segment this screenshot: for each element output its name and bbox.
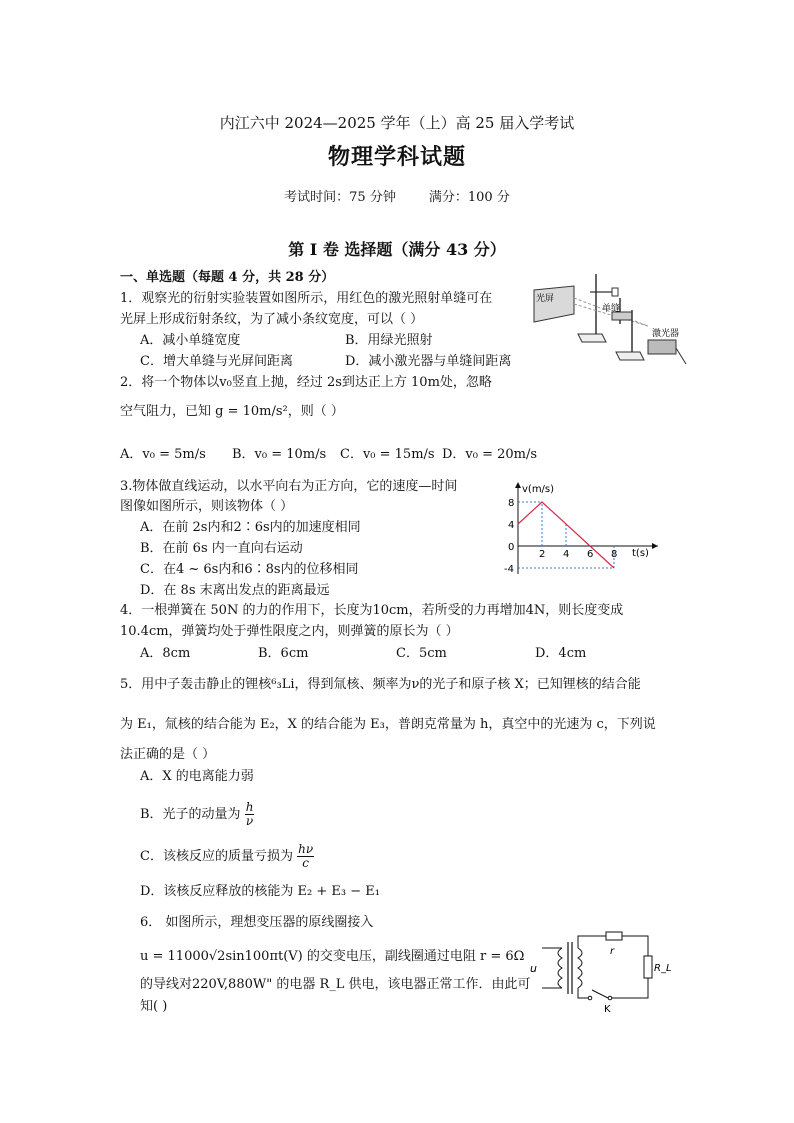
q6-stem-line3: 的导线对220V,880W" 的电器 R_L 供电，该电器正常工作．由此可 [140, 977, 531, 992]
q4-option-a: A．8cm [140, 646, 191, 661]
y-axis-label: v(m/s) [522, 484, 555, 495]
q5-option-b [140, 801, 254, 828]
q5-option-c-text: C．该核反应的质量亏损为 [140, 849, 293, 864]
q5-fraction-c [297, 843, 314, 870]
y-tick-8: 8 [508, 498, 515, 509]
fig-label-rl: R_L [654, 963, 672, 974]
y-tick-0: 0 [508, 542, 515, 553]
q1-option-a: A．减小单缝宽度 [140, 333, 241, 348]
q6-stem-line1: 6． 如图所示，理想变压器的原线圈接入 [140, 915, 374, 930]
q4-option-d: D．4cm [535, 646, 587, 661]
section-heading: 一、单选题（每题 4 分，共 28 分） [120, 270, 335, 285]
q5-stem-line3: 法正确的是（ ） [120, 747, 216, 762]
x-tick-2: 2 [539, 549, 546, 560]
fig-label-r: r [610, 946, 615, 957]
frac-b-numerator: h [245, 800, 254, 814]
school-exam-line: 内江六中 2024—2025 学年（上）高 25 届入学考试 [219, 114, 575, 132]
q3-option-d: D．在 8s 末离出发点的距离最远 [140, 583, 330, 598]
x-axis-label: t(s) [632, 548, 649, 559]
q1-stem-line2: 光屏上形成衍射条纹，为了减小条纹宽度，可以（ ） [120, 312, 424, 327]
velocity-time-chart [504, 478, 664, 578]
q2-option-d: D．v₀ = 20m/s [442, 447, 538, 462]
q3-option-b: B．在前 6s 内一直向右运动 [140, 541, 303, 556]
q5-option-c [140, 843, 314, 870]
x-tick-6: 6 [587, 549, 594, 560]
fig-label-k: K [604, 1004, 611, 1014]
q5-option-d: D．该核反应释放的核能为 E₂ + E₃ − E₁ [140, 884, 380, 899]
q3-option-a: A．在前 2s内和2∶6s内的加速度相同 [140, 520, 361, 535]
q1-option-d: D．减小激光器与单缝间距离 [345, 354, 512, 369]
q5-stem-line1: 5．用中子轰击静止的锂核⁶₃Li，得到氚核、频率为ν的光子和原子核 X；已知锂核的结合能 [120, 677, 641, 692]
fig-label-u: u [530, 962, 537, 975]
subject-title: 物理学科试题 [327, 144, 466, 170]
frac-c-numerator: hν [298, 842, 314, 856]
q1-option-c: C．增大单缝与光屏间距离 [140, 354, 293, 369]
q6-stem-line4: 知( ) [140, 999, 168, 1014]
q1-stem-line1: 1．观察光的衍射实验装置如图所示，用红色的激光照射单缝可在 [120, 291, 493, 306]
y-tick--4: -4 [504, 564, 514, 575]
q3-stem-line1: 3.物体做直线运动，以水平向右为正方向，它的速度—时间 [120, 479, 458, 494]
diffraction-apparatus-figure [528, 268, 690, 370]
q2-option-c: C．v₀ = 15m/s [340, 447, 435, 462]
x-tick-4: 4 [563, 549, 570, 560]
q6-stem-line2: u = 11000√2sin100πt(V) 的交变电压，副线圈通过电阻 r = 6Ω [140, 949, 525, 964]
q2-option-b: B．v₀ = 10m/s [232, 447, 327, 462]
q1-option-b: B．用绿光照射 [345, 333, 433, 348]
q4-stem-line1: 4．一根弹簧在 50N 的力的作用下，长度为10cm，若所受的力再增加4N，则长度变成 [120, 603, 624, 618]
q5-stem-line2: 为 E₁，氚核的结合能为 E₂，X 的结合能为 E₃，普朗克常量为 h，真空中的光速为 c，下列说 [120, 717, 656, 732]
frac-b-denominator: ν [245, 814, 254, 828]
y-tick-4: 4 [508, 520, 515, 531]
q5-fraction-b [245, 801, 255, 828]
exam-info: 考试时间：75 分钟 满分：100 分 [284, 190, 510, 205]
x-tick-8: 8 [611, 549, 618, 560]
frac-c-denominator: c [302, 856, 309, 870]
section-title: 第 I 卷 选择题（满分 43 分） [288, 240, 506, 259]
q4-option-b: B．6cm [258, 646, 309, 661]
q5-option-b-text: B．光子的动量为 [140, 807, 241, 822]
fig-label-laser: 激光器 [652, 329, 680, 339]
q3-option-c: C．在4 ~ 6s内和6∶8s内的位移相同 [140, 562, 359, 577]
q2-stem-line2: 空气阻力，已知 g = 10m/s²，则（ ） [120, 404, 344, 419]
fig-label-screen: 光屏 [536, 294, 555, 304]
transformer-circuit-figure [526, 926, 680, 1014]
fig-label-slit: 单缝 [602, 304, 621, 314]
q3-stem-line2: 图像如图所示，则该物体（ ） [120, 499, 294, 514]
q4-option-c: C．5cm [396, 646, 447, 661]
q5-option-a: A．X 的电离能力弱 [140, 769, 254, 784]
q2-stem-line1: 2．将一个物体以v₀竖直上抛，经过 2s到达正上方 10m处，忽略 [120, 375, 492, 390]
q4-stem-line2: 10.4cm，弹簧均处于弹性限度之内，则弹簧的原长为（ ） [120, 624, 459, 639]
q2-option-a: A．v₀ = 5m/s [120, 447, 206, 462]
